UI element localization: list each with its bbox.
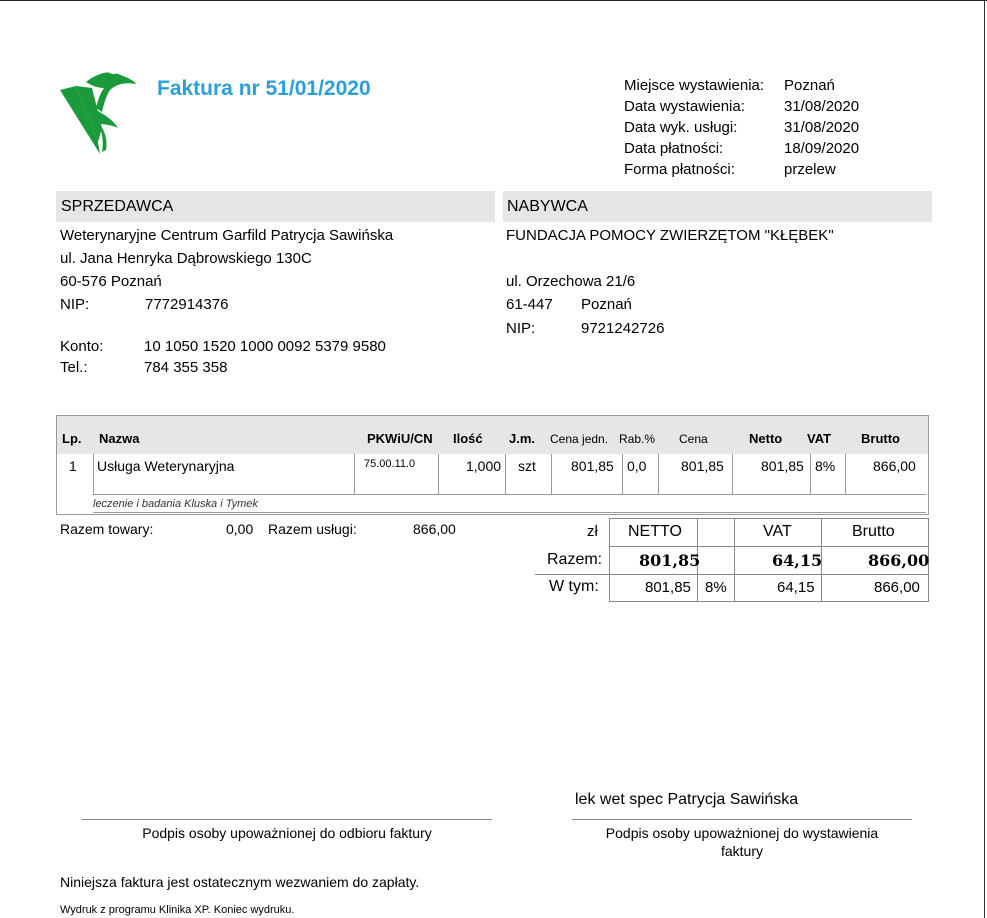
summary-head-netto: NETTO: [628, 523, 682, 540]
row-divider: [354, 454, 355, 494]
summary-wtym-label: W tym:: [549, 578, 599, 595]
signature-line-receiver: [82, 819, 492, 820]
col-lp: Lp.: [62, 431, 82, 446]
row-ilosc: 1,000: [466, 458, 502, 474]
col-vat: VAT: [807, 431, 832, 446]
right-border: [984, 0, 985, 918]
row-divider: [658, 454, 659, 494]
buyer-name: FUNDACJA POMOCY ZWIERZĘTOM "KŁĘBEK": [506, 227, 834, 244]
summary-currency: zł: [587, 523, 598, 540]
signature-caption-issuer-2: faktury: [720, 843, 763, 859]
row-cena: 801,85: [681, 458, 724, 474]
row-divider: [845, 454, 846, 494]
row-divider: [732, 454, 733, 494]
summary-divider: [609, 518, 610, 602]
summary-head-brutto: Brutto: [852, 523, 895, 540]
buyer-nip: 9721242726: [581, 320, 665, 337]
summary-razem-label: Razem:: [547, 551, 603, 568]
summary-razem-vat: 64,15: [772, 551, 823, 570]
row-cena-jedn: 801,85: [571, 458, 614, 474]
summary-wtym-netto: 801,85: [645, 579, 691, 596]
total-services-value: 866,00: [413, 521, 456, 537]
summary-head-vat: VAT: [763, 523, 792, 540]
row-vat: 8%: [815, 458, 836, 474]
col-cena-jedn: Cena jedn.: [550, 432, 609, 446]
summary-top-line: [609, 518, 929, 519]
row-rabat: 0,0: [627, 458, 647, 474]
summary-razem-brutto: 866,00: [868, 551, 930, 570]
row-divider: [93, 454, 94, 494]
col-ilosc: Ilość: [453, 431, 483, 446]
signature-caption-receiver: Podpis osoby upoważnionej do odbioru faktury: [142, 825, 432, 841]
seller-konto: 10 1050 1520 1000 0092 5379 9580: [144, 338, 386, 355]
meta-value-issue-date: 31/08/2020: [784, 98, 860, 115]
seller-street: ul. Jana Henryka Dąbrowskiego 130C: [60, 250, 312, 267]
meta-label-place: Miejsce wystawienia:: [624, 77, 765, 94]
buyer-heading: NABYWCA: [507, 198, 588, 215]
summary-line: [535, 574, 929, 575]
buyer-zip: 61-447: [506, 296, 553, 313]
summary-bottom-line: [609, 601, 929, 602]
meta-value-payment-form: przelew: [784, 161, 836, 178]
total-goods-label: Razem towary:: [60, 521, 154, 537]
buyer-street: ul. Orzechowa 21/6: [506, 273, 636, 290]
summary-wtym-brutto: 866,00: [874, 579, 920, 596]
signature-caption-issuer-1: Podpis osoby upoważnionej do wystawienia: [605, 825, 879, 841]
col-rabat: Rab.%: [619, 432, 656, 446]
buyer-nip-label: NIP:: [506, 320, 536, 337]
summary-wtym-vat: 64,15: [777, 579, 815, 596]
col-cena: Cena: [679, 432, 708, 446]
meta-label-payment-date: Data płatności:: [624, 140, 724, 157]
note-bottom-line: [93, 512, 926, 513]
row-divider: [622, 454, 623, 494]
col-pkwiu: PKWiU/CN: [367, 431, 433, 446]
seller-tel-label: Tel.:: [60, 359, 88, 376]
col-nazwa: Nazwa: [99, 431, 140, 446]
row-nazwa: Usługa Weterynaryjna: [97, 458, 235, 474]
meta-label-issue-date: Data wystawienia:: [624, 98, 745, 115]
row-bottom-line: [93, 494, 926, 495]
summary-line: [609, 546, 929, 547]
buyer-city: Poznań: [581, 296, 632, 313]
seller-name: Weterynaryjne Centrum Garfild Patrycja Sawińska: [60, 227, 394, 244]
clinic-logo-icon: [56, 68, 138, 158]
col-brutto: Brutto: [861, 431, 900, 446]
meta-label-payment-form: Forma płatności:: [624, 161, 735, 178]
row-jm: szt: [518, 458, 536, 474]
items-table-header: [57, 416, 928, 454]
payment-notice: Niniejsza faktura jest ostatecznym wezwaniem do zapłaty.: [60, 874, 420, 890]
seller-konto-label: Konto:: [60, 338, 104, 355]
total-goods-value: 0,00: [226, 521, 254, 537]
seller-tel: 784 355 358: [144, 359, 228, 376]
printout-footer: Wydruk z programu Klinika XP. Koniec wydruku.: [60, 904, 295, 916]
row-note: leczenie i badania Kluska i Tymek: [93, 498, 258, 510]
seller-heading: SPRZEDAWCA: [61, 198, 174, 215]
meta-value-payment-date: 18/09/2020: [784, 140, 860, 157]
meta-value-service-date: 31/08/2020: [784, 119, 860, 136]
row-divider: [438, 454, 439, 494]
summary-divider: [734, 518, 735, 602]
seller-nip: 7772914376: [145, 296, 229, 313]
seller-nip-label: NIP:: [60, 296, 90, 313]
row-brutto: 866,00: [873, 458, 916, 474]
row-pkwiu: 75.00.11.0: [364, 458, 416, 470]
row-divider: [810, 454, 811, 494]
row-netto: 801,85: [761, 458, 804, 474]
row-lp: 1: [69, 458, 77, 474]
issuer-name: lek wet spec Patrycja Sawińska: [575, 791, 799, 808]
total-services-label: Razem usługi:: [268, 521, 357, 537]
summary-wtym-rate: 8%: [705, 579, 727, 596]
row-divider: [505, 454, 506, 494]
invoice-title: Faktura nr 51/01/2020: [157, 77, 371, 100]
meta-value-place: Poznań: [784, 77, 835, 94]
top-border: [0, 0, 987, 1]
summary-razem-netto: 801,85: [639, 551, 701, 570]
seller-city: 60-576 Poznań: [60, 273, 162, 290]
row-divider: [551, 454, 552, 494]
col-netto: Netto: [749, 431, 783, 446]
signature-line-issuer: [572, 819, 912, 820]
col-jm: J.m.: [509, 431, 536, 446]
meta-label-service-date: Data wyk. usługi:: [624, 119, 738, 136]
